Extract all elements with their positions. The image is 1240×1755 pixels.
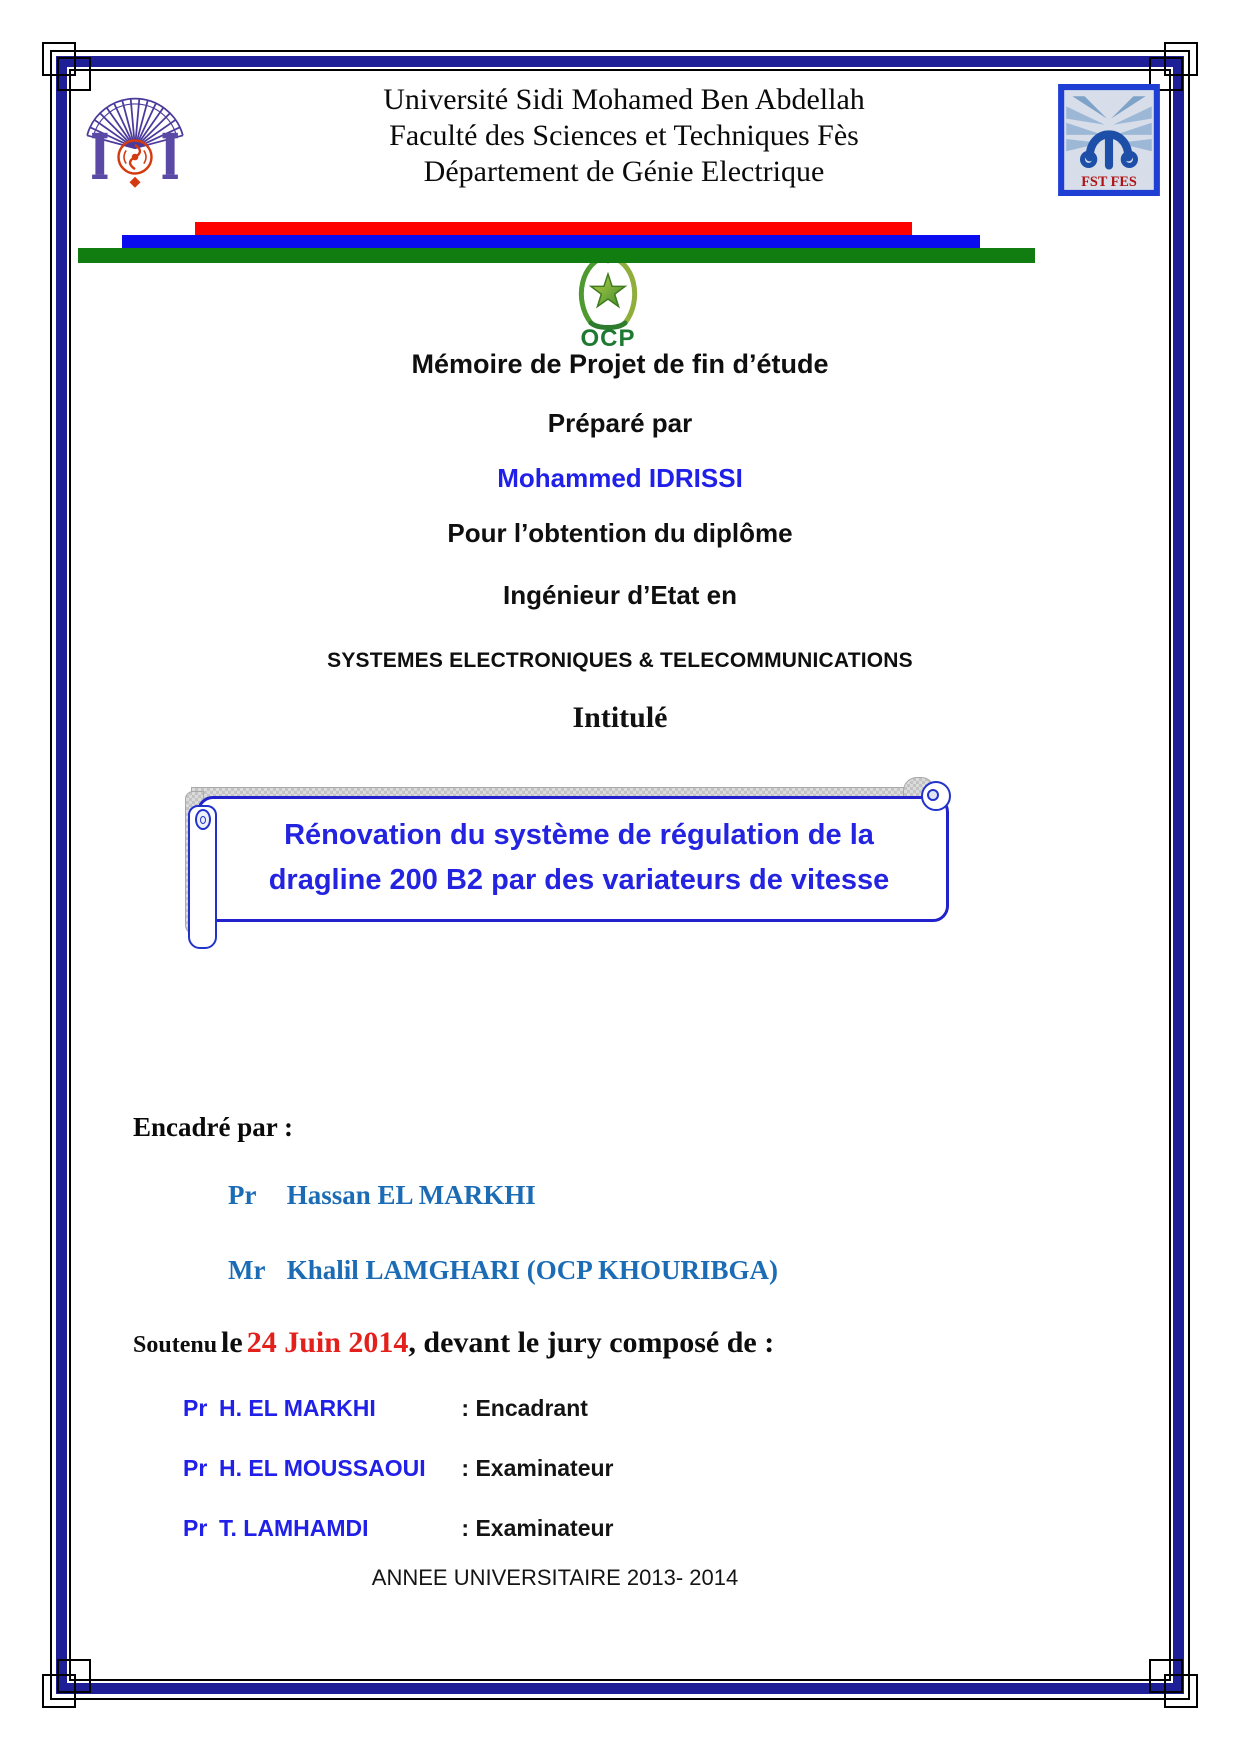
jury-member-name: H. EL MARKHI xyxy=(219,1395,376,1421)
header xyxy=(80,80,1160,196)
jury-member-role: : Examinateur xyxy=(461,1455,614,1481)
jury-member-name: H. EL MOUSSAOUI xyxy=(219,1455,426,1481)
scroll-curl-left-icon xyxy=(188,805,217,949)
advisor-prefix: Pr xyxy=(228,1180,257,1210)
author-name: Mohammed IDRISSI xyxy=(497,463,743,493)
frame-corner-ornament xyxy=(1136,1646,1198,1708)
fst-fes-caption: FST FES xyxy=(1081,173,1137,190)
advisor-row xyxy=(228,1255,778,1286)
defense-date: 24 Juin 2014 xyxy=(246,1326,409,1359)
jury-member-role: : Examinateur xyxy=(461,1515,614,1541)
thesis-title-line2: dragline 200 B2 par des variateurs de vitesse xyxy=(268,864,890,896)
encadre-heading: Encadré par : xyxy=(133,1112,293,1142)
ocp-logo-icon xyxy=(552,250,664,350)
jury-row xyxy=(183,1455,614,1482)
thesis-title xyxy=(225,813,933,903)
jury-prefix: Pr xyxy=(183,1515,208,1541)
frame-corner-ornament xyxy=(42,1646,104,1708)
jury-prefix: Pr xyxy=(183,1455,208,1481)
academic-year-line: ANNEE UNIVERSITAIRE 2013- 2014 xyxy=(371,1565,739,1590)
le-word: le xyxy=(221,1326,243,1359)
department-name: Département de Génie Electrique xyxy=(423,155,825,188)
diploma-line: Pour l’obtention du diplôme xyxy=(447,518,793,548)
green-bar xyxy=(78,248,1035,263)
jury-row xyxy=(183,1515,614,1542)
memoire-line: Mémoire de Projet de fin d’étude xyxy=(411,349,829,379)
soutenu-word: Soutenu xyxy=(133,1332,218,1358)
faculty-name: Faculté des Sciences et Techniques Fès xyxy=(389,119,859,152)
prepared-by-line: Préparé par xyxy=(547,408,693,438)
defense-rest: , devant le jury composé de : xyxy=(408,1326,775,1359)
jury-member-role: : Encadrant xyxy=(461,1395,588,1421)
jury-member-name: T. LAMHAMDI xyxy=(219,1515,369,1541)
advisor-name: Hassan EL MARKHI xyxy=(286,1180,536,1210)
intitule-label: Intitulé xyxy=(572,701,668,734)
advisor-name: Khalil LAMGHARI (OCP KHOURIBGA) xyxy=(286,1255,779,1285)
advisor-prefix: Mr xyxy=(228,1255,266,1285)
jury-prefix: Pr xyxy=(183,1395,208,1421)
ocp-wordmark: OCP xyxy=(580,325,636,350)
degree-line: Ingénieur d’Etat en xyxy=(502,580,738,610)
scroll-curl-right-icon xyxy=(921,781,951,811)
fst-fes-logo-icon xyxy=(1058,84,1160,196)
university-seal-icon xyxy=(80,80,190,190)
thesis-title-line1: Rénovation du système de régulation de la xyxy=(284,819,874,851)
speciality-line: SYSTEMES ELECTRONIQUES & TELECOMMUNICATIONS xyxy=(327,649,913,672)
university-header-text xyxy=(190,82,1058,190)
advisor-row xyxy=(228,1180,536,1211)
university-name: Université Sidi Mohamed Ben Abdellah xyxy=(383,83,865,116)
jury-row xyxy=(183,1395,588,1422)
defense-line xyxy=(133,1326,774,1360)
title-banner xyxy=(185,783,953,953)
